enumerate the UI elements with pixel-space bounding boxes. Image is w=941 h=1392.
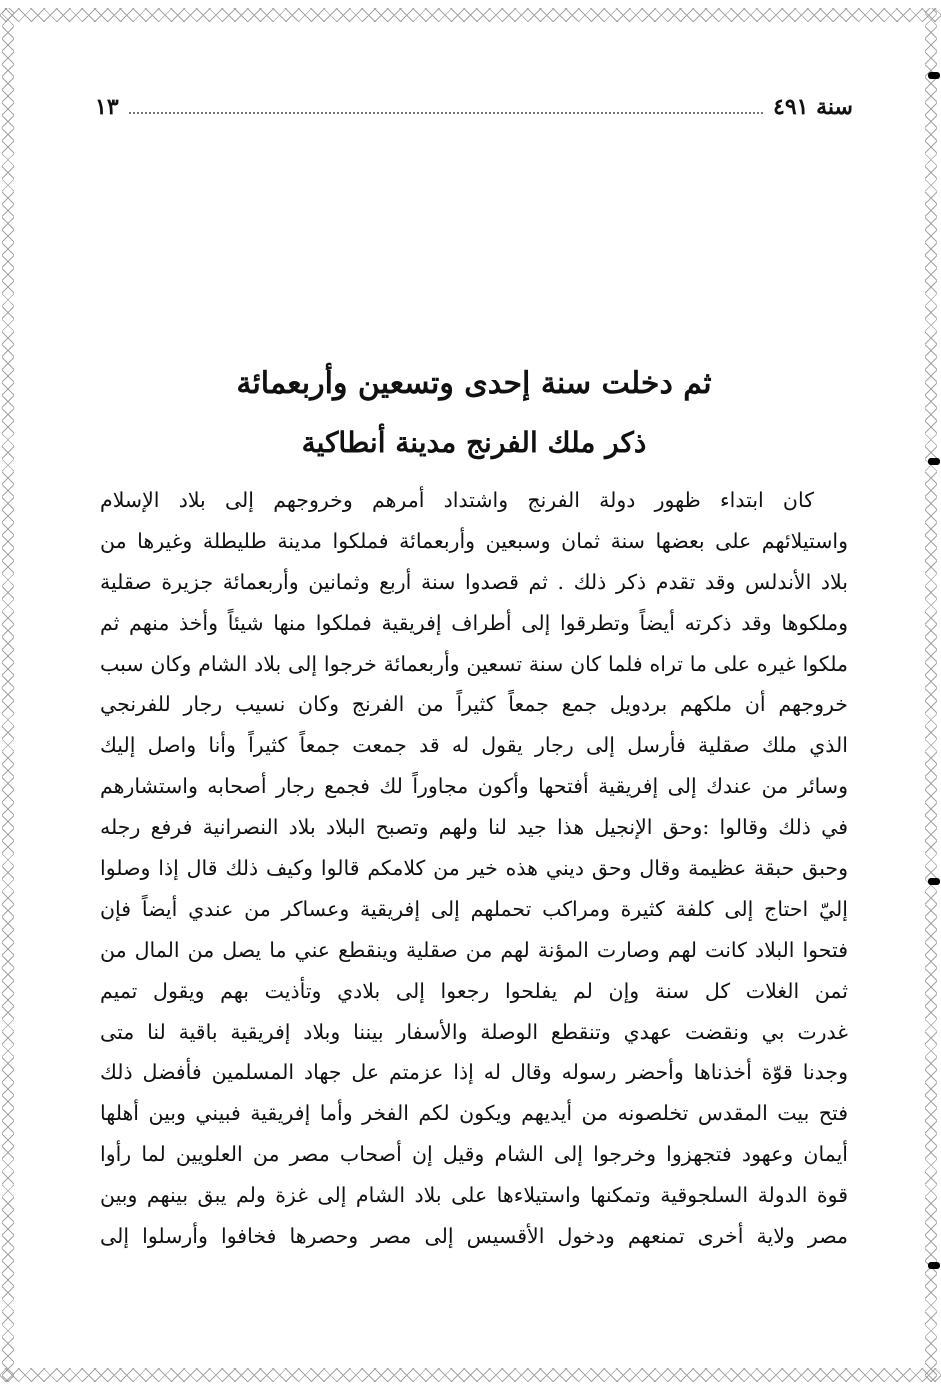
header-dotted-leader <box>129 100 763 114</box>
page-border-left <box>2 8 14 1382</box>
header-year-label: سنة ٤٩١ <box>773 94 853 120</box>
text-line: فتح بيت المقدس تخلصونه من أيديهم ويكون لكم الفخر وأما إفريقية فبيني وبين أهلها <box>100 1101 848 1126</box>
text-line: أيمان وعهود فتجهزوا وخرجوا إلى الشام وقيل إن أصحاب مصر من العلويين لما رأوا <box>100 1142 848 1167</box>
scan-edge-mark <box>928 458 940 465</box>
text-line: إليّ احتاج إلى كلفة كثيرة ومراكب تحملهم إلى إفريقية وعساكر من عندي أيضاً فإن <box>100 896 848 921</box>
scan-edge-mark <box>928 1262 940 1269</box>
text-line: مصر ولاية أخرى تمنعهم ودخول الأقسيس إلى مصر وحصرها فخافوا وأرسلوا إلى <box>100 1224 848 1249</box>
text-line: وجدنا قوّة أخذناها وأحضر رسوله وقال له إذا عزمتم عل جهاد المسلمين فأفضل ذلك <box>100 1060 848 1085</box>
page-border-right <box>925 8 937 1382</box>
page-border-bottom <box>0 1368 941 1382</box>
scan-edge-mark <box>928 878 940 885</box>
text-line: خروجهم أن ملكهم بردويل جمع جمعاً كثيراً من الفرنج وكان نسيب رجار للفرنجي <box>100 692 848 717</box>
page-border-top <box>0 8 941 22</box>
text-line: ملكوا غيره على ما تراه فلما كان سنة تسعين وأربعمائة خرجوا إلى بلاد الشام وكان سبب <box>100 651 848 676</box>
text-line: في ذلك وقالوا :وحق الإنجيل هذا جيد لنا ولهم وتصبح البلاد بلاد النصرانية فرفع رجله <box>100 815 848 840</box>
text-line: واستيلائهم على بعضها سنة ثمان وسبعين وأربعمائة فملكوا مدينة طليطلة وغيرها من <box>100 528 848 553</box>
page-number: ١٣ <box>95 94 119 120</box>
text-line: وملكوها وقد ذكرته أيضاً وتطرقوا إلى أطراف إفريقية فملكوا منها شيئاً وأخذ منهم ثم <box>100 610 848 635</box>
text-line: قوة الدولة السلجوقية وتمكنها واستيلاءها على بلاد الشام إلى غزة ولم يبق بينهم وبين <box>100 1183 848 1208</box>
section-title: ذكر ملك الفرنج مدينة أنطاكية <box>301 426 647 459</box>
text-line: وحبق حبقة عظيمة وقال وحق ديني هذه خير من كلامكم قالوا وكيف ذلك قال إذا وصلوا <box>100 856 848 881</box>
chapter-title: ثم دخلت سنة إحدى وتسعين وأربعمائة <box>236 366 712 401</box>
scan-edge-mark <box>928 72 940 79</box>
text-line: كان ابتداء ظهور دولة الفرنج واشتداد أمرهم وخروجهم إلى بلاد الإسلام <box>100 488 814 512</box>
text-line: غدرت بي ونقضت عهدي وتنقطع الوصلة والأسفار بيننا وبلاد إفريقية باقية لنا متى <box>100 1019 848 1044</box>
text-line: بلاد الأندلس وقد تقدم ذكر ذلك . ثم قصدوا سنة أربع وثمانين وأربعمائة جزيرة صقلية <box>100 569 848 594</box>
body-text <box>100 480 848 1257</box>
text-line: ثمن الغلات كل سنة وإن لم يفلحوا رجعوا إلى بلادي وتأذيت بهم ويقول تميم <box>100 978 848 1003</box>
text-line: وسائر من عندك إلى إفريقية أفتحها وأكون مجاوراً لك فجمع رجار أصحابه واستشارهم <box>100 774 848 799</box>
running-header <box>95 92 853 122</box>
text-line: فتحوا البلاد كانت لهم وصارت المؤنة لهم من صقلية وينقطع عني ما يصل من المال من <box>100 937 848 962</box>
text-line: الذي ملك صقلية فأرسل إلى رجار يقول له قد جمعت جمعاً كثيراً وأنا واصل إليك <box>100 733 848 758</box>
